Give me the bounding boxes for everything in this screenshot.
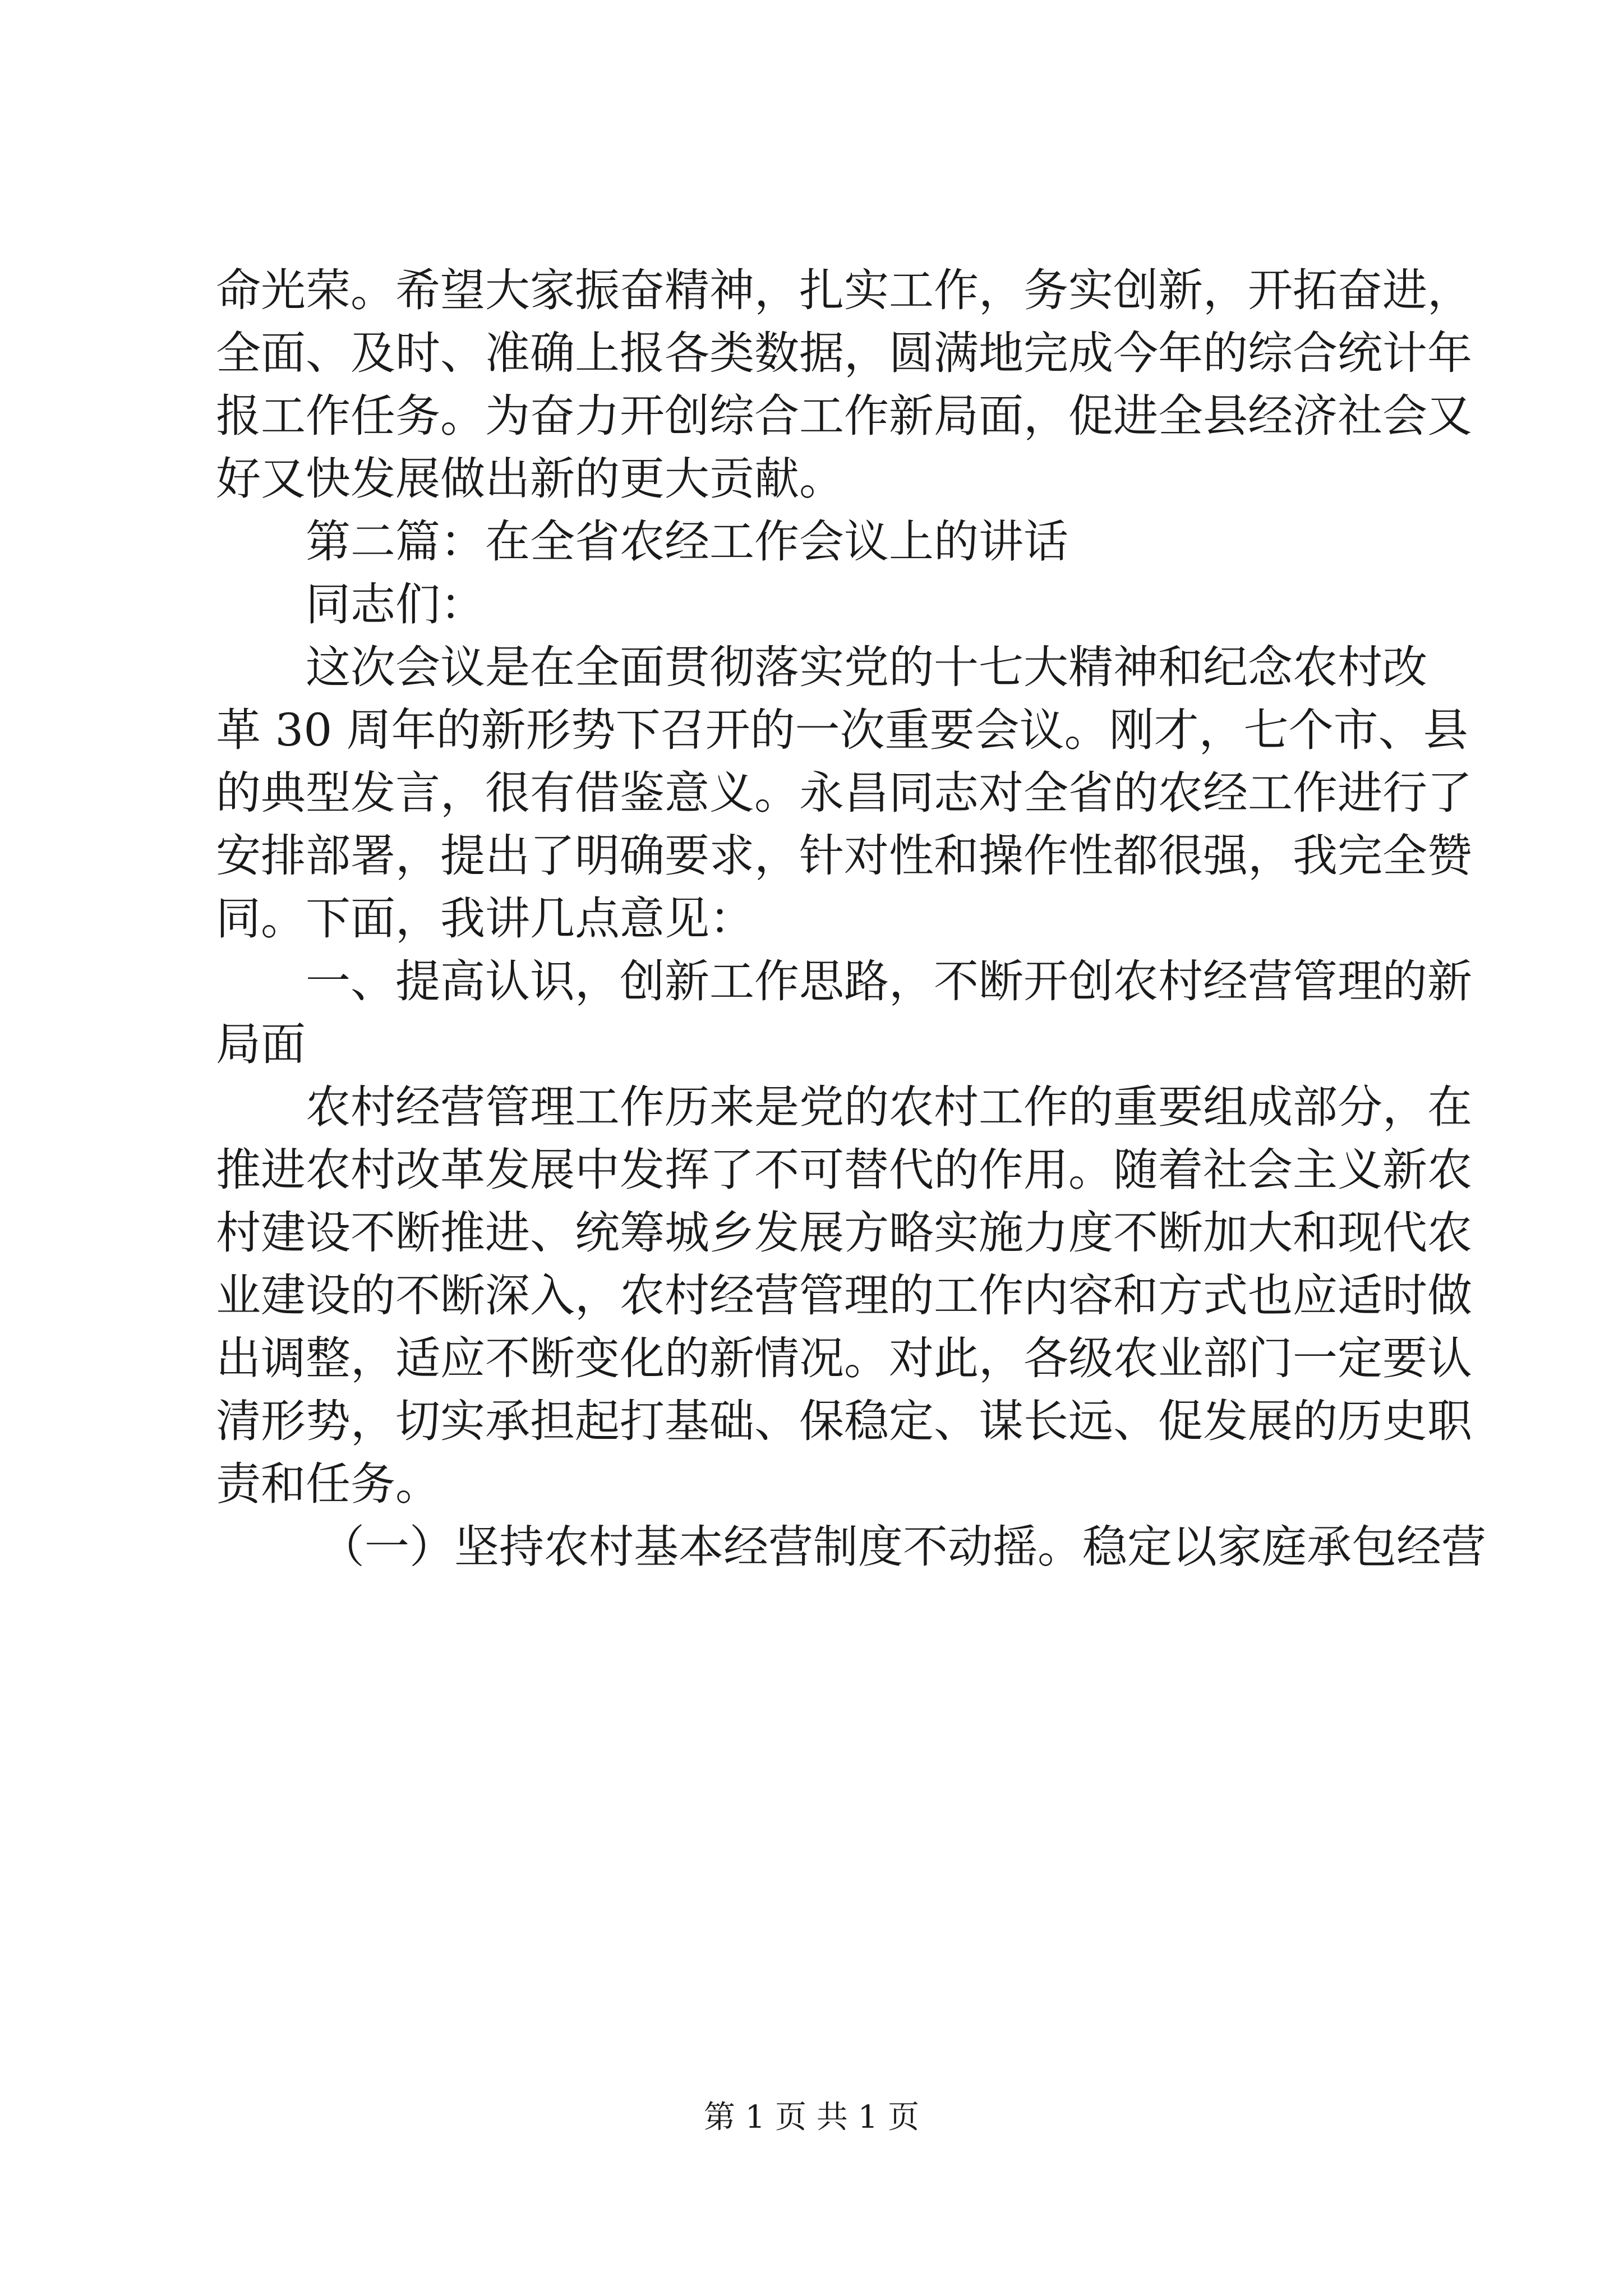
text-line: 全面、及时、准确上报各类数据，圆满地完成今年的综合统计年 — [216, 327, 1472, 379]
text-line: 好又快发展做出新的更大贡献。 — [216, 453, 844, 505]
text-line: 清形势，切实承担起打基础、保稳定、谋长远、促发展的历史职 — [216, 1395, 1472, 1447]
text-line: 命光荣。希望大家振奋精神，扎实工作，务实创新，开拓奋进， — [216, 264, 1472, 316]
text-line: 这次会议是在全面贯彻落实党的十七大精神和纪念农村改 — [306, 641, 1427, 693]
text-line: 业建设的不断深入，农村经营管理的工作内容和方式也应适时做 — [216, 1269, 1472, 1322]
text-line: 出调整，适应不断变化的新情况。对此，各级农业部门一定要认 — [216, 1332, 1472, 1384]
text-line: 责和任务。 — [216, 1458, 440, 1510]
text-line: 局面 — [216, 1018, 306, 1070]
text-line: 同。下面，我讲几点意见： — [216, 892, 754, 945]
text-line: 的典型发言，很有借鉴意义。永昌同志对全省的农经工作进行了 — [216, 767, 1472, 819]
text-line: 报工作任务。为奋力开创综合工作新局面，促进全县经济社会又 — [216, 390, 1472, 442]
text-line: 同志们： — [306, 578, 485, 631]
text-line: （一）坚持农村基本经营制度不动摇。稳定以家庭承包经营 — [320, 1521, 1486, 1573]
page-footer: 第 1 页 共 1 页 — [703, 2099, 920, 2136]
text-line: 村建设不断推进、统筹城乡发展方略实施力度不断加大和现代农 — [216, 1207, 1472, 1259]
text-line: 一、提高认识，创新工作思路，不断开创农村经营管理的新 — [306, 955, 1472, 1007]
text-line: 第二篇：在全省农经工作会议上的讲话 — [306, 516, 1068, 568]
text-line: 革 30 周年的新形势下召开的一次重要会议。刚才，七个市、县 — [216, 704, 1468, 756]
text-line: 安排部署，提出了明确要求，针对性和操作性都很强，我完全赞 — [216, 830, 1472, 882]
text-line: 农村经营管理工作历来是党的农村工作的重要组成部分，在 — [306, 1081, 1472, 1133]
document-body — [216, 259, 1486, 1579]
text-line: 推进农村改革发展中发挥了不可替代的作用。随着社会主义新农 — [216, 1144, 1472, 1196]
